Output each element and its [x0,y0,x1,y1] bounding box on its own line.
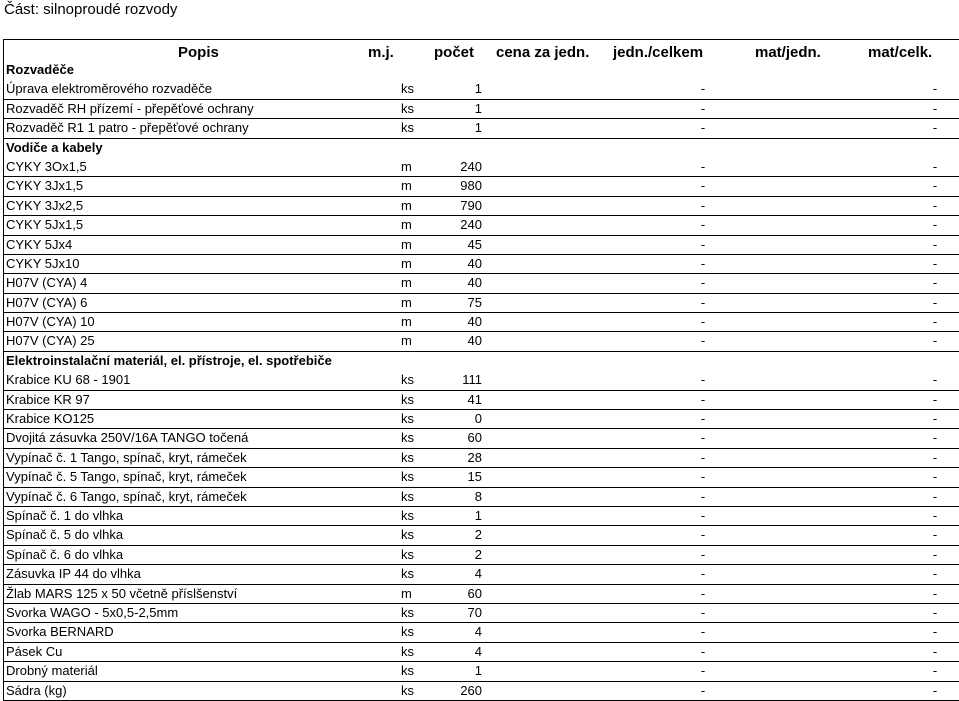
item-jedn-celkem: - [700,100,706,116]
item-mat-celk: - [932,217,938,233]
table-row [4,546,959,565]
table-row [4,604,959,623]
item-mat-celk: - [932,624,938,640]
item-unit: m [401,178,412,194]
table-row [4,507,959,526]
item-qty: 41 [467,391,482,407]
item-mat-celk: - [932,527,938,543]
item-jedn-celkem: - [700,158,706,174]
item-name: Spínač č. 6 do vlhka [6,546,124,562]
item-mat-celk: - [932,314,938,330]
table-row [4,449,959,468]
section-title: Vodiče a kabely [6,139,103,155]
item-mat-celk: - [932,294,938,310]
item-unit: ks [401,682,414,698]
section-row [4,61,959,80]
item-jedn-celkem: - [700,643,706,659]
item-mat-celk: - [932,430,938,446]
item-qty: 60 [467,430,482,446]
section-title: Rozvaděče [6,62,74,77]
item-jedn-celkem: - [700,120,706,136]
item-mat-celk: - [932,178,938,194]
table-row [4,332,959,351]
item-qty: 45 [467,236,482,252]
table-row [4,682,959,701]
item-unit: ks [401,566,414,582]
item-unit: ks [401,546,414,562]
item-name: Krabice KR 97 [6,391,90,407]
item-mat-celk: - [932,643,938,659]
item-name: H07V (CYA) 10 [6,314,95,330]
item-mat-celk: - [932,604,938,620]
item-jedn-celkem: - [700,604,706,620]
item-jedn-celkem: - [700,255,706,271]
item-name: Sádra (kg) [6,682,67,698]
item-name: Rozvaděč R1 1 patro - přepěťové ochrany [6,120,249,136]
item-unit: m [401,255,412,271]
table-row [4,662,959,681]
item-jedn-celkem: - [700,624,706,640]
item-qty: 111 [462,372,482,388]
item-unit: ks [401,488,414,504]
item-qty: 4 [474,643,482,659]
item-qty: 0 [474,411,482,427]
table-row [4,197,959,216]
table-row [4,623,959,642]
item-unit: m [401,197,412,213]
item-unit: ks [401,100,414,116]
item-qty: 28 [467,449,482,465]
item-name: H07V (CYA) 4 [6,275,88,291]
item-qty: 1 [474,507,482,523]
item-unit: ks [401,643,414,659]
table-row [4,488,959,507]
item-unit: ks [401,430,414,446]
item-qty: 40 [467,275,482,291]
item-name: H07V (CYA) 6 [6,294,88,310]
item-qty: 60 [467,585,482,601]
item-name: H07V (CYA) 25 [6,333,95,349]
table-row [4,294,959,313]
item-qty: 4 [474,624,482,640]
item-jedn-celkem: - [700,469,706,485]
item-mat-celk: - [932,488,938,504]
item-name: CYKY 3Jx2,5 [6,197,84,213]
table-header [4,40,959,61]
item-mat-celk: - [932,333,938,349]
item-unit: m [401,275,412,291]
table-row [4,216,959,235]
item-jedn-celkem: - [700,81,706,97]
item-unit: m [401,236,412,252]
item-qty: 240 [460,217,482,233]
item-name: CYKY 5Jx1,5 [6,217,84,233]
item-unit: ks [401,469,414,485]
item-qty: 2 [474,527,482,543]
item-unit: m [401,294,412,310]
item-jedn-celkem: - [700,566,706,582]
item-name: Vypínač č. 1 Tango, spínač, kryt, rámeček [6,449,247,465]
item-mat-celk: - [932,663,938,679]
item-jedn-celkem: - [700,294,706,310]
item-qty: 2 [474,546,482,562]
item-jedn-celkem: - [700,275,706,291]
part-title: Část: silnoproudé rozvody [4,1,178,18]
table-row [4,313,959,332]
item-mat-celk: - [932,507,938,523]
item-unit: ks [401,81,414,97]
table-row [4,100,959,119]
item-mat-celk: - [932,236,938,252]
item-name: Svorka BERNARD [6,624,114,640]
item-mat-celk: - [932,372,938,388]
item-mat-celk: - [932,81,938,97]
table-row [4,236,959,255]
item-mat-celk: - [932,469,938,485]
item-qty: 790 [460,197,482,213]
item-qty: 4 [474,566,482,582]
table-row [4,585,959,604]
item-name: Krabice KO125 [6,411,95,427]
table-row [4,410,959,429]
header-pocet: počet [434,44,475,61]
item-jedn-celkem: - [700,314,706,330]
item-qty: 15 [467,469,482,485]
item-mat-celk: - [932,411,938,427]
item-mat-celk: - [932,158,938,174]
section-row [4,139,959,158]
item-jedn-celkem: - [700,333,706,349]
item-name: Vypínač č. 6 Tango, spínač, kryt, rámeček [6,488,247,504]
item-mat-celk: - [932,566,938,582]
item-unit: m [401,333,412,349]
header-mj: m.j. [368,44,394,61]
item-qty: 1 [474,120,482,136]
table-row [4,429,959,448]
item-mat-celk: - [932,120,938,136]
table-row [4,391,959,410]
item-name: Pásek Cu [6,643,63,659]
item-qty: 1 [474,100,482,116]
item-name: Úprava elektroměrového rozvaděče [6,81,212,97]
item-mat-celk: - [932,197,938,213]
item-name: CYKY 5Jx4 [6,236,73,252]
item-name: Dvojitá zásuvka 250V/16A TANGO točená [6,430,249,446]
item-name: Drobný materiál [6,663,98,679]
item-name: Žlab MARS 125 x 50 včetně příslšenství [6,585,238,601]
header-jedn-celkem: jedn./celkem [613,44,704,61]
item-qty: 240 [460,158,482,174]
item-mat-celk: - [932,391,938,407]
table-row [4,371,959,390]
table-row [4,565,959,584]
item-jedn-celkem: - [700,507,706,523]
item-name: Krabice KU 68 - 1901 [6,372,131,388]
item-qty: 980 [460,178,482,194]
item-mat-celk: - [932,682,938,698]
item-jedn-celkem: - [700,449,706,465]
item-unit: m [401,158,412,174]
section-row [4,352,959,371]
item-jedn-celkem: - [700,372,706,388]
item-jedn-celkem: - [700,178,706,194]
item-jedn-celkem: - [700,663,706,679]
header-popis: Popis [178,44,219,61]
budget-table [3,39,959,701]
item-qty: 40 [467,333,482,349]
item-jedn-celkem: - [700,197,706,213]
item-jedn-celkem: - [700,585,706,601]
table-row [4,80,959,99]
item-unit: m [401,585,412,601]
item-name: Vypínač č. 5 Tango, spínač, kryt, rámeček [6,469,247,485]
table-row [4,177,959,196]
item-unit: ks [401,372,414,388]
item-unit: ks [401,604,414,620]
item-qty: 70 [467,604,482,620]
item-name: CYKY 3Jx1,5 [6,178,84,194]
item-name: Rozvaděč RH přízemí - přepěťové ochrany [6,100,254,116]
item-jedn-celkem: - [700,391,706,407]
header-mat-celk: mat/celk. [868,44,933,61]
item-jedn-celkem: - [700,217,706,233]
item-unit: m [401,314,412,330]
item-qty: 1 [474,81,482,97]
item-qty: 75 [467,294,482,310]
item-qty: 260 [460,682,482,698]
item-mat-celk: - [932,449,938,465]
item-unit: ks [401,507,414,523]
item-unit: ks [401,663,414,679]
item-qty: 1 [474,663,482,679]
item-name: CYKY 3Ox1,5 [6,158,87,174]
item-unit: ks [401,449,414,465]
item-name: Spínač č. 5 do vlhka [6,527,124,543]
item-mat-celk: - [932,100,938,116]
table-body [4,61,959,701]
table-row [4,158,959,177]
item-qty: 40 [467,314,482,330]
item-unit: ks [401,624,414,640]
item-name: Spínač č. 1 do vlhka [6,507,124,523]
item-mat-celk: - [932,275,938,291]
item-jedn-celkem: - [700,488,706,504]
item-unit: ks [401,391,414,407]
header-mat-jedn: mat/jedn. [755,44,821,61]
item-qty: 8 [474,488,482,504]
item-unit: ks [401,120,414,136]
item-name: CYKY 5Jx10 [6,255,80,271]
section-title: Elektroinstalační materiál, el. přístroje, el. spotřebiče [6,352,332,368]
item-name: Svorka WAGO - 5x0,5-2,5mm [6,604,179,620]
item-name: Zásuvka IP 44 do vlhka [6,566,141,582]
header-cena: cena za jedn. [496,44,590,61]
item-jedn-celkem: - [700,236,706,252]
item-jedn-celkem: - [700,546,706,562]
item-mat-celk: - [932,255,938,271]
table-row [4,255,959,274]
item-mat-celk: - [932,546,938,562]
item-unit: m [401,217,412,233]
item-unit: ks [401,411,414,427]
table-row [4,468,959,487]
table-row [4,119,959,138]
item-qty: 40 [467,255,482,271]
item-mat-celk: - [932,585,938,601]
item-jedn-celkem: - [700,527,706,543]
table-row [4,526,959,545]
item-jedn-celkem: - [700,682,706,698]
item-unit: ks [401,527,414,543]
item-jedn-celkem: - [700,430,706,446]
item-jedn-celkem: - [700,411,706,427]
table-row [4,274,959,293]
table-row [4,643,959,662]
